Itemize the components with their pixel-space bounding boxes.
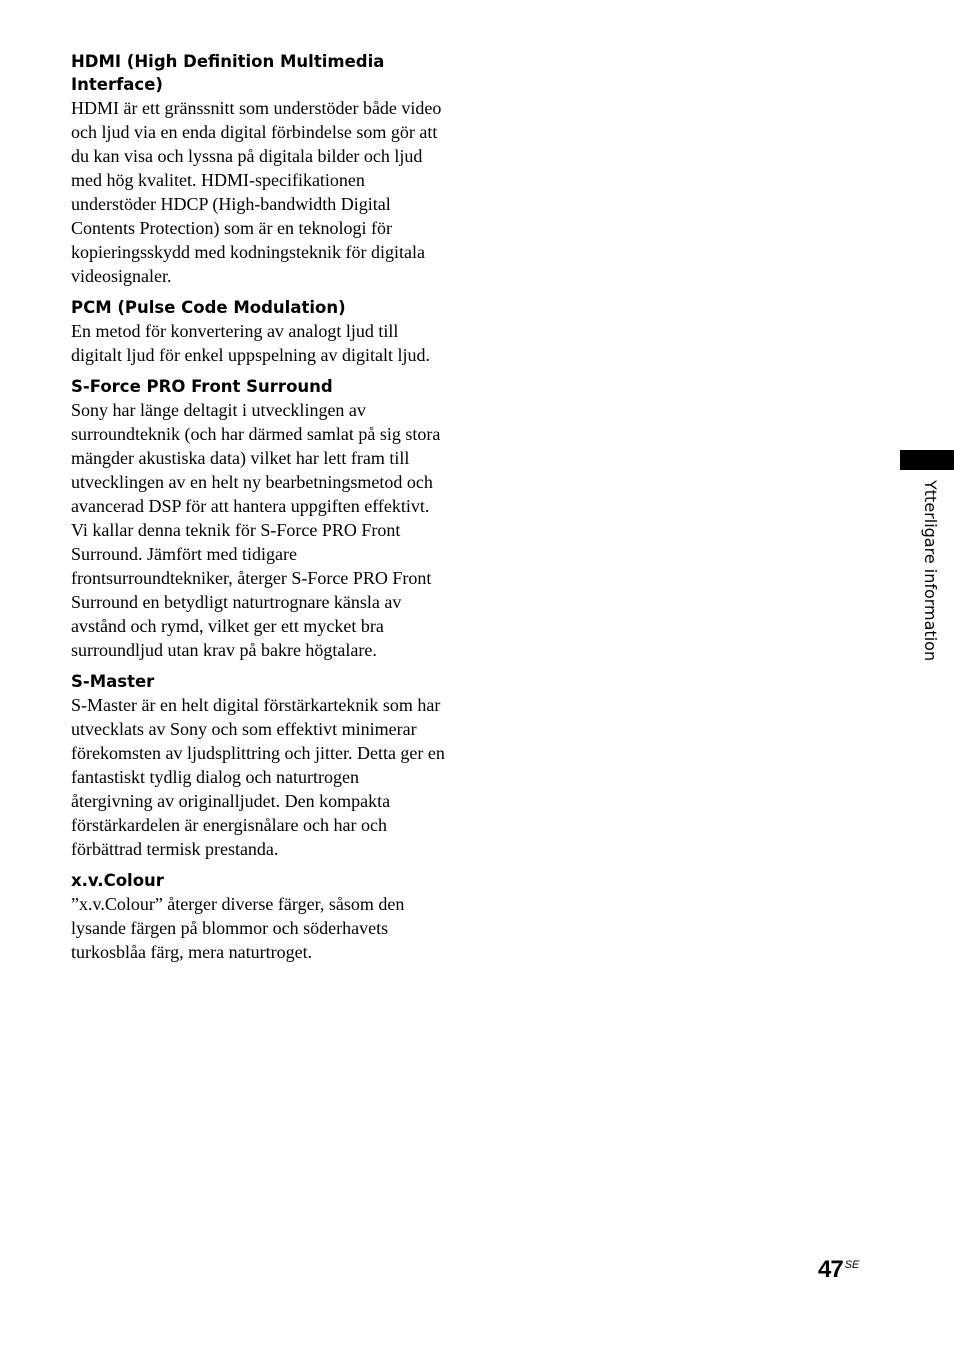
glossary-entry-pcm [71, 296, 445, 367]
glossary-entry-s-master [71, 670, 445, 861]
glossary-description: HDMI är ett gränssnitt som understöder både video och ljud via en enda digital förbindelse som gör att du kan visa och lyssna på digitala bilder och ljud med hög kvalitet. HDMI-specifikationen understöder HDCP (High-bandwidth Digital Contents Protection) som är en teknologi för kopieringsskydd med kodningsteknik för digitala videosignaler. [71, 98, 442, 286]
glossary-term: S-Master [71, 672, 155, 691]
glossary-description: S-Master är en helt digital förstärkarteknik som har utvecklats av Sony och som effektivt minimerar förekomsten av ljudsplittring och jitter. Detta ger en fantastiskt tydlig dialog och naturtrogen återgivning av originalljudet. Den kompakta förstärkardelen är energisnålare och har och förbättrad termisk prestanda. [71, 695, 445, 859]
page-number [818, 1256, 859, 1284]
section-tab-marker [900, 450, 954, 470]
glossary-term: HDMI (High Definition Multimedia Interface) [71, 52, 385, 94]
glossary-term: PCM (Pulse Code Modulation) [71, 298, 346, 317]
glossary-term: x.v.Colour [71, 871, 164, 890]
glossary-entry-xv-colour [71, 869, 445, 964]
glossary-term: S-Force PRO Front Surround [71, 377, 333, 396]
glossary-entry-s-force [71, 375, 445, 662]
glossary-description: En metod för konvertering av analogt ljud till digitalt ljud för enkel uppspelning av digitalt ljud. [71, 321, 430, 365]
glossary-entry-hdmi [71, 50, 445, 288]
page-number-value: 47 [818, 1256, 843, 1283]
page-number-suffix: SE [844, 1259, 860, 1271]
glossary-description: Sony har länge deltagit i utvecklingen av surroundteknik (och har därmed samlat på sig stora mängder akustiska data) vilket har lett fram till utvecklingen av en helt ny bearbetningsmetod och avancerad DSP för att hantera uppgiften effektivt. Vi kallar denna teknik för S-Force PRO Front Surround. Jämfört med tidigare frontsurroundtekniker, återger S-Force PRO Front Surround en betydligt naturtrognare känsla av avstånd och rymd, vilket ger ett mycket bra surroundljud utan krav på bakre högtalare. [71, 400, 441, 660]
glossary-column [71, 50, 445, 972]
glossary-description: ”x.v.Colour” återger diverse färger, såsom den lysande färgen på blommor och söderhavets turkosblåa färg, mera naturtroget. [71, 894, 405, 962]
section-tab-label: Ytterligare information [921, 480, 940, 662]
